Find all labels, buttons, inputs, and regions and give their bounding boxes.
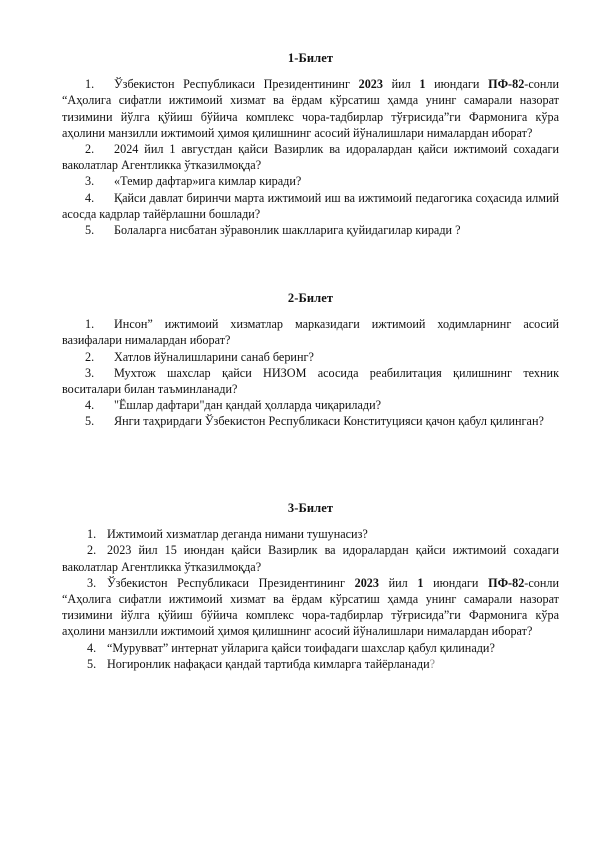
question-3 (62, 173, 559, 189)
question-text: "Ёшлар дафтари"дан қандай ҳолларда чиқарилади? (114, 398, 382, 413)
question-text: Ижтимоий хизматлар деганда нимани тушунасиз? (107, 527, 368, 542)
question-number: 2. (85, 349, 95, 364)
question-2 (62, 542, 559, 574)
question-number: 1. (87, 527, 97, 542)
question-1 (62, 316, 559, 348)
question-text: Мухтож шахслар қайси НИЗОМ асосида реабилитация қилишнинг техник воситалари билан таъминланади? (62, 365, 559, 397)
question-text: Инсон” ижтимоий хизматлар марказидаги ижтимоий ходимларнинг асосий вазифалари нималардан иборат? (62, 317, 559, 348)
question-5 (62, 413, 559, 429)
question-number: 2. (87, 543, 97, 558)
decree-day: 1 (417, 575, 424, 590)
ticket-title: 3-Билет (287, 501, 334, 515)
ticket-2 (62, 290, 559, 430)
ticket-3 (62, 500, 559, 672)
decree-number: ПФ-82 (488, 77, 525, 92)
question-4 (62, 397, 559, 413)
question-text-part: -сонли “Аҳолига сифатли ижтимоий хизмат ва ёрдам кўрсатиш ҳамда унинг самарали назорат тизимини йўлга қўйиш бўйича комплекс чора-тадбирлар тўғрисида”ги Фармонига кўра аҳолини манзилли ижтимоий ҳимоя қилишнинг асосий йўналишлари нималардан иборат? (62, 77, 559, 140)
question-4 (62, 190, 559, 222)
question-text: Янги таҳрирдаги Ўзбекистон Республикаси Конституцияси қачон қабул қилинган? (114, 414, 544, 429)
question-text-part: Ўзбекистон Республикаси Президентининг (114, 77, 359, 92)
question-number: 2. (85, 142, 95, 157)
question-1 (62, 526, 559, 542)
question-text-part: Ўзбекистон Республикаси Президентининг (107, 575, 355, 590)
question-number: 3. (87, 575, 97, 590)
question-text: Ногиронлик нафақаси қандай тартибда кимларга тайёрланади (107, 656, 430, 671)
question-number: 5. (85, 223, 95, 238)
question-number: 3. (85, 365, 95, 380)
question-number: 3. (85, 174, 95, 189)
question-4 (62, 640, 559, 656)
question-text: Хатлов йўналишларини санаб беринг? (114, 349, 314, 364)
question-number: 4. (85, 398, 95, 413)
question-mark: ? (429, 656, 436, 671)
question-text: «Темир дафтар»ига кимлар киради? (114, 174, 302, 189)
question-number: 4. (87, 640, 97, 655)
question-text-part: йил (378, 575, 418, 590)
question-1 (62, 76, 559, 141)
ticket-title: 2-Билет (287, 291, 334, 305)
question-text-part: июндаги (423, 575, 489, 590)
question-text-part: -сонли “Аҳолига сифатли ижтимоий хизмат ва ёрдам кўрсатиш ҳамда унинг самарали назорат тизимини йўлга қўйиш бўйича комплекс чора-тадбирлар тўғрисида”ги Фармонига кўра аҳолини манзилли ижтимоий ҳимоя қилишнинг асосий йўналишлари нималардан иборат? (62, 575, 559, 639)
decree-year: 2023 (358, 77, 383, 92)
question-text: 2024 йил 1 августдан қайси Вазирлик ва идоралардан қайси ижтимоий сохадаги ваколатлар Агентликка ўтказилмоқда? (62, 142, 559, 173)
decree-day: 1 (419, 77, 426, 92)
question-5 (62, 222, 559, 238)
question-number: 1. (85, 317, 95, 332)
question-text-part: йил (382, 77, 420, 92)
decree-number: ПФ-82 (488, 575, 525, 590)
question-text-part: июндаги (425, 77, 489, 92)
question-2 (62, 141, 559, 173)
question-3 (62, 575, 559, 640)
question-number: 4. (85, 190, 95, 205)
ticket-title: 1-Билет (287, 51, 334, 65)
question-number: 5. (85, 414, 95, 429)
ticket-1 (62, 50, 559, 238)
question-5 (62, 656, 559, 672)
decree-year: 2023 (354, 575, 379, 590)
question-3 (62, 365, 559, 397)
question-number: 5. (87, 656, 97, 671)
question-text: “Мурувват” интернат уйларига қайси тоифадаги шахслар қабул қилинади? (107, 640, 495, 655)
question-text: Болаларга нисбатан зўравонлик шаклларига қуйидагилар киради ? (114, 223, 461, 238)
question-2 (62, 349, 559, 365)
question-number: 1. (85, 77, 95, 92)
question-text: Қайси давлат биринчи марта ижтимоий иш ва ижтимоий педагогика соҳасида илмий асосда кадрлар тайёрлашни бошлади? (62, 190, 559, 221)
question-text: 2023 йил 15 июндан қайси Вазирлик ва идоралардан қайси ижтимоий сохадаги ваколатлар Агентликка ўтказилмоқда? (62, 543, 559, 574)
